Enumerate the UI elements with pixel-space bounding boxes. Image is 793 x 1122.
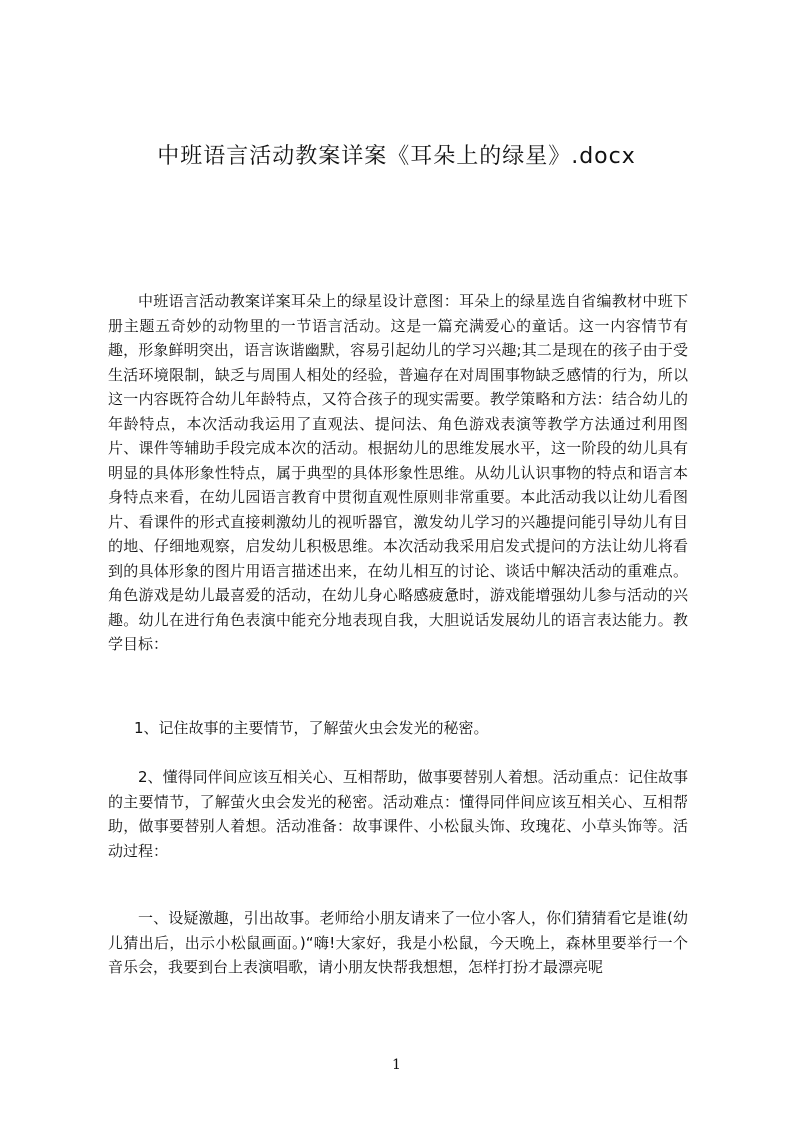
document-title: 中班语言活动教案详案《耳朵上的绿星》.docx: [157, 144, 636, 169]
paragraph-design-intent: 中班语言活动教案详案耳朵上的绿星设计意图：耳朵上的绿星选自省编教材中班下册主题五奇妙的动物里的一节语言活动。这是一篇充满爱心的童话。这一内容情节有趣，形象鲜明突出，语言诙谐幽默，容易引起幼儿的学习兴趣;其二是现在的孩子由于受生活环境限制，缺乏与周围人相处的经验，普遍存在对周围事物缺乏感情的行为，所以这一内容既符合幼儿年龄特点，又符合孩子的现实需要。教学策略和方法：结合幼儿的年龄特点，本次活动我运用了直观法、提问法、角色游戏表演等教学方法通过利用图片、课件等辅助手段完成本次的活动。根据幼儿的思维发展水平，这一阶段的幼儿具有明显的具体形象性特点，属于典型的具体形象性思维。从幼儿认识事物的特点和语言本身特点来看，在幼儿园语言教育中贯彻直观性原则非常重要。本此活动我以让幼儿看图片、看课件的形式直接刺激幼儿的视听器官，激发幼儿学习的兴趣提问能引导幼儿有目的地、仔细地观察，启发幼儿积极思维。本次活动我采用启发式提问的方法让幼儿将看到的具体形象的图片用语言描述出来，在幼儿相互的讨论、谈话中解决活动的重难点。角色游戏是幼儿最喜爱的活动，在幼儿身心略感疲惫时，游戏能增强幼儿参与活动的兴趣。幼儿在进行角色表演中能充分地表现自我，大胆说话发展幼儿的语言表达能力。教学目标：: [108, 292, 688, 653]
page-number: 1: [392, 1057, 401, 1073]
paragraph-goal-1: 1、记住故事的主要情节，了解萤火虫会发光的秘密。: [134, 719, 489, 737]
paragraph-goal-2: 2、懂得同伴间应该互相关心、互相帮助，做事要替别人着想。活动重点：记住故事的主要情节，了解萤火虫会发光的秘密。活动难点：懂得同伴间应该互相关心、互相帮助，做事要替别人着想。活动准备：故事课件、小松鼠头饰、玫瑰花、小草头饰等。活动过程：: [108, 768, 688, 860]
paragraph-activity-step-1: 一、设疑激趣，引出故事。老师给小朋友请来了一位小客人，你们猜猜看它是谁(幼儿猜出后，出示小松鼠画面。)“嗨!大家好，我是小松鼠，今天晚上，森林里要举行一个音乐会，我要到台上表演唱歌，请小朋友快帮我想想，怎样打扮才最漂亮呢: [108, 909, 688, 976]
